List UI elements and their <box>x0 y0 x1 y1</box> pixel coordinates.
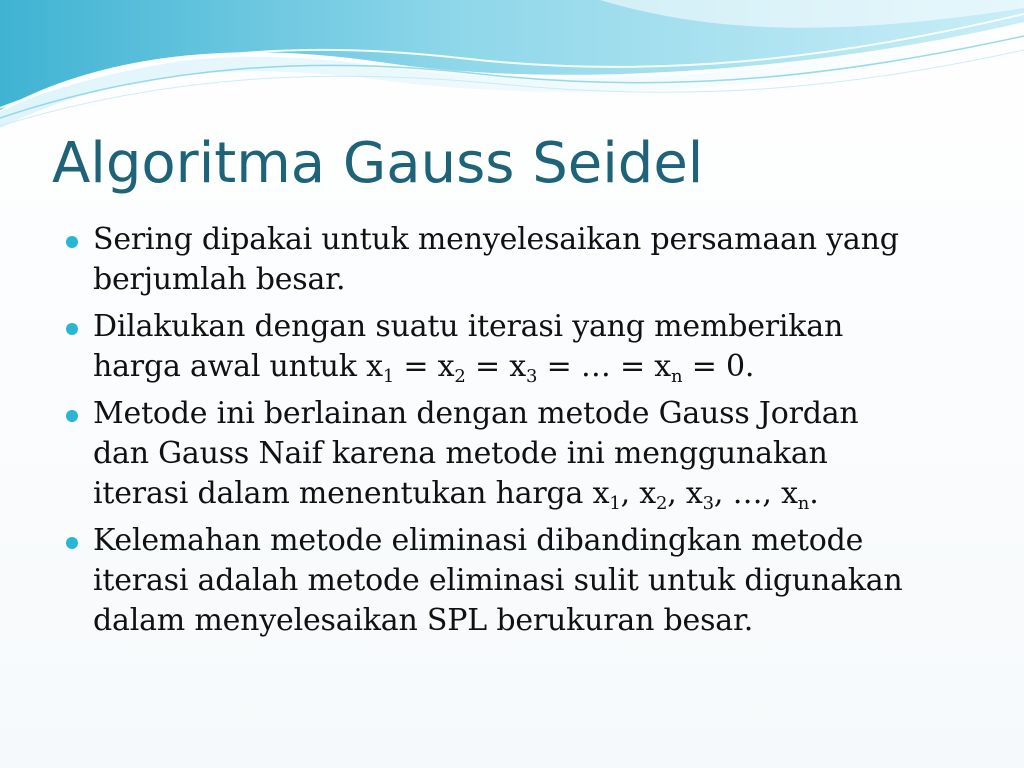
text-run: dan Gauss Naif karena metode ini menggunakan <box>93 436 828 471</box>
subscript: 3 <box>702 493 714 514</box>
slide-title: Algoritma Gauss Seidel <box>52 131 704 196</box>
bullet-line <box>93 220 960 260</box>
text-run: = 0. <box>682 349 755 384</box>
bullet-line <box>93 434 960 474</box>
bullet-line <box>93 347 960 387</box>
text-run: Sering dipakai untuk menyelesaikan persamaan yang <box>93 222 899 257</box>
subscript: 2 <box>655 493 668 514</box>
text-run: Dilakukan dengan suatu iterasi yang memberikan <box>93 309 844 344</box>
text-run: , x <box>667 476 703 511</box>
text-run: Kelemahan metode eliminasi dibandingkan metode <box>93 523 864 558</box>
text-run: = x <box>394 349 455 384</box>
bullet-line <box>93 601 960 641</box>
bullet-marker-icon <box>66 537 78 549</box>
text-run: iterasi adalah metode eliminasi sulit untuk digunakan <box>93 563 903 598</box>
text-run: iterasi dalam menentukan harga x <box>93 476 610 511</box>
header-wave-decoration <box>0 0 1024 130</box>
text-run: berjumlah besar. <box>93 262 346 297</box>
bullet-line <box>93 561 960 601</box>
subscript: 1 <box>609 493 621 514</box>
text-run: , …, x <box>713 476 798 511</box>
subscript: 1 <box>382 366 395 387</box>
bullet-line <box>93 521 960 561</box>
bullet-line <box>93 474 960 514</box>
subscript: n <box>671 366 683 387</box>
text-run: harga awal untuk x <box>93 349 383 384</box>
text-run: = x <box>465 349 526 384</box>
text-run: . <box>809 476 819 511</box>
subscript: 3 <box>526 366 538 387</box>
bullet-item <box>60 521 960 641</box>
subscript: 2 <box>454 366 466 387</box>
bullet-marker-icon <box>66 323 78 335</box>
bullet-item <box>60 307 960 387</box>
text-run: Metode ini berlainan dengan metode Gauss Jordan <box>93 396 859 431</box>
bullet-item <box>60 394 960 514</box>
text-run: dalam menyelesaikan SPL berukuran besar. <box>93 603 754 638</box>
bullet-marker-icon <box>66 410 78 422</box>
bullet-marker-icon <box>66 236 78 248</box>
bullet-list <box>60 220 960 648</box>
subscript: n <box>797 493 810 514</box>
bullet-line <box>93 307 960 347</box>
text-run: , x <box>620 476 656 511</box>
bullet-line <box>93 394 960 434</box>
text-run: = … = x <box>537 349 672 384</box>
bullet-item <box>60 220 960 300</box>
bullet-line <box>93 260 960 300</box>
